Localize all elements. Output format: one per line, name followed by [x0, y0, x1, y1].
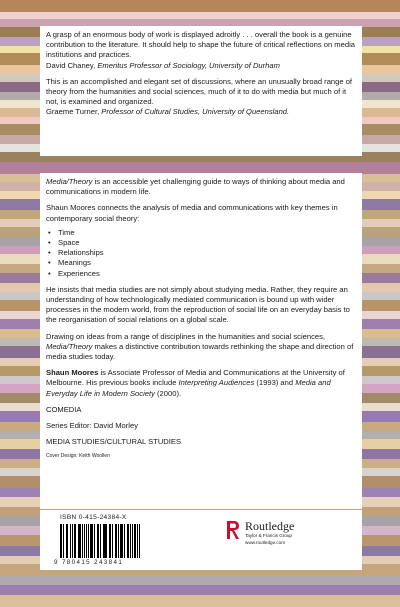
description-panel: [40, 173, 362, 509]
barcode-bar: [134, 524, 136, 558]
barcode-bar: [100, 524, 101, 558]
background-stripe: [0, 12, 400, 19]
review-1-text: A grasp of an enormous body of work is displayed adroitly . . . overall the book is a genuine contribution to the literature. It should help to shape the future of critical reflections on media institutions and practices.: [46, 30, 355, 60]
reviews-panel: [40, 26, 362, 156]
intro-paragraph: [46, 177, 356, 197]
publisher-name: Routledge: [245, 519, 295, 533]
review-1-affiliation: Emeritus Professor of Sociology, University of Durham: [97, 60, 280, 70]
barcode-bar: [61, 524, 62, 558]
theme-item: • Relationships: [58, 248, 356, 258]
barcode-bar: [91, 524, 93, 558]
review-2: [46, 77, 356, 118]
theme-item: • Time: [58, 228, 356, 238]
barcode-digits: 9 780415 243841: [54, 559, 124, 566]
barcode-bar: [105, 524, 107, 558]
barcode-bar: [86, 524, 87, 558]
series-editor: Series Editor: David Morley: [46, 421, 139, 431]
author-bio: [46, 368, 356, 399]
barcode-bar: [104, 524, 105, 558]
review-2-name: Graeme Turner,: [46, 107, 102, 117]
barcode-bar: [88, 524, 89, 558]
barcode-bar: [70, 524, 71, 558]
barcode-bar: [139, 524, 140, 558]
drawing-paragraph: [46, 332, 356, 363]
barcode-bar: [79, 524, 81, 558]
theme-item: • Space: [58, 238, 356, 248]
isbn: ISBN 0-415-24384-X: [60, 514, 127, 521]
review-2-text: This is an accomplished and elegant set of discussions, where an unusually broad range of theory from the humanities and social sciences, much of it to do with media but much of it not, is examined and organized.: [46, 76, 353, 107]
background-stripe: [0, 595, 400, 607]
drawing-text-a: Drawing on ideas from a range of disciplines in the humanities and social sciences,: [46, 331, 326, 341]
background-stripe: [0, 585, 400, 595]
subject-category: MEDIA STUDIES/CULTURAL STUDIES: [46, 437, 182, 447]
background-stripe: [0, 576, 400, 585]
review-2-affiliation: Professor of Cultural Studies, University of Queensland.: [101, 107, 290, 117]
author-bio-text: is Associate Professor of Media and Communications at the University of Melbourne. His previous books include: [46, 368, 345, 388]
previous-book-2: Media and Everyday Life in Modern Society: [46, 378, 331, 398]
author-name: Shaun Moores: [46, 368, 99, 378]
review-1: [46, 30, 356, 71]
barcode-bar: [124, 524, 125, 558]
cover-design-credit: Cover Design: Keith Woollen: [46, 453, 110, 460]
connects-paragraph: Shaun Moores connects the analysis of media and communications with key themes in contemporary social theory:: [46, 203, 338, 223]
barcode-panel: [40, 510, 362, 570]
review-1-name: David Chaney,: [46, 60, 98, 70]
barcode-bar: [110, 524, 111, 558]
background-stripe: [0, 0, 400, 12]
imprint: COMEDIA: [46, 404, 82, 414]
barcode-bar: [130, 524, 131, 558]
barcode-bar: [82, 524, 83, 558]
theme-item: • Meanings: [58, 258, 356, 268]
barcode-bar: [63, 524, 64, 558]
insists-paragraph: He insists that media studies are not simply about studying media. Rather, they require an understanding of how technologically mediated communication is bound up with wider processes in the modern world, from the reproduction of social life on an everyday basis to the reorganisation of social relations on a global scale.: [46, 284, 350, 325]
barcode-bar: [137, 524, 138, 558]
intro-text: is an accessible yet challenging guide to ways of thinking about media and communications in modern life.: [46, 177, 345, 197]
barcode-bar: [112, 524, 113, 558]
barcode-bar: [122, 524, 123, 558]
barcode: [60, 524, 140, 558]
publisher-url: www.routledge.com: [245, 540, 286, 545]
barcode-bar: [128, 524, 129, 558]
routledge-logo-icon: [226, 520, 240, 540]
book-title: Media/Theory: [46, 341, 93, 351]
barcode-bar: [118, 524, 119, 558]
barcode-bar: [94, 524, 95, 558]
publisher-group: Taylor & Francis Group: [245, 533, 292, 538]
barcode-bar: [74, 524, 75, 558]
barcode-bar: [67, 524, 69, 558]
barcode-bar: [75, 524, 76, 558]
author-bio-text: (2000).: [154, 388, 182, 398]
book-title: Media/Theory: [46, 177, 93, 186]
theme-item: • Experiences: [58, 269, 356, 279]
barcode-bar: [116, 524, 117, 558]
author-bio-text: (1993) and: [254, 378, 296, 388]
barcode-bar: [98, 524, 99, 558]
themes-list: [46, 228, 356, 279]
previous-book-1: Interpreting Audiences: [178, 378, 255, 388]
drawing-text-b: makes a distinctive contribution towards rethinking the shape and direction of media studies today.: [46, 341, 354, 362]
